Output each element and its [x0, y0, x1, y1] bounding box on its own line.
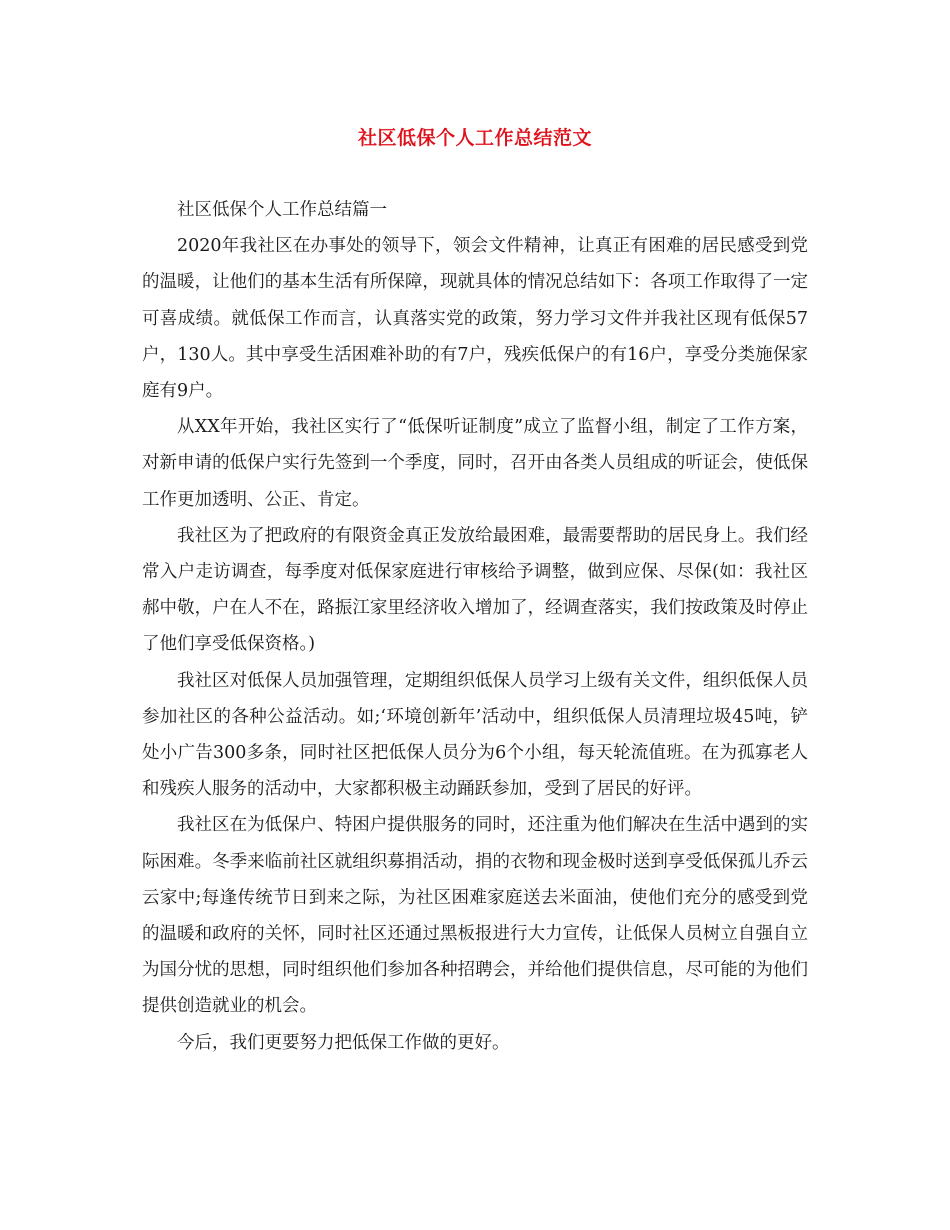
paragraph: 2020年我社区在办事处的领导下，领会文件精神，让真正有困难的居民感受到党的温暖，让他们的基本生活有所保障，现就具体的情况总结如下：各项工作取得了一定可喜成绩。就低保工作而言，认真落实党的政策，努力学习文件并我社区现有低保57户，130人。其中享受生活困难补助的有7户，残疾低保户的有16户，享受分类施保家庭有9户。 [142, 236, 808, 402]
paragraph: 我社区在为低保户、特困户提供服务的同时，还注重为他们解决在生活中遇到的实际困难。冬季来临前社区就组织募捐活动，捐的衣物和现金极时送到享受低保孤儿乔云云家中;每逢传统节日到来之际，为社区困难家庭送去米面油，使他们充分的感受到党的温暖和政府的关怀，同时社区还通过黑板报进行大力宣传，让低保人员树立自强自立为国分忧的思想，同时组织他们参加各种招聘会，并给他们提供信息，尽可能的为他们提供创造就业的机会。 [142, 815, 808, 1017]
paragraph: 今后，我们更要努力把低保工作做的更好。 [177, 1032, 510, 1053]
document-title: 社区低保个人工作总结范文 [357, 127, 592, 149]
document-body [142, 192, 808, 1061]
section-heading: 社区低保个人工作总结篇一 [177, 200, 387, 220]
paragraph: 从XX年开始，我社区实行了“低保听证制度”成立了监督小组，制定了工作方案，对新申请的低保户实行先签到一个季度，同时，召开由各类人员组成的听证会，使低保工作更加透明、公正、肯定。 [142, 417, 808, 510]
paragraph: 我社区对低保人员加强管理，定期组织低保人员学习上级有关文件，组织低保人员参加社区的各种公益活动。如;‘环境创新年’活动中，组织低保人员清理垃圾45吨，铲处小广告300多条，同时社区把低保人员分为6个小组，每天轮流值班。在为孤寡老人和残疾人服务的活动中，大家都积极主动踊跃参加，受到了居民的好评。 [142, 670, 808, 800]
paragraph: 我社区为了把政府的有限资金真正发放给最困难，最需要帮助的居民身上。我们经常入户走访调查，每季度对低保家庭进行审核给予调整，做到应保、尽保(如：我社区郝中敬，户在人不在，路振江家里经济收入增加了，经调查落实，我们按政策及时停止了他们享受低保资格。) [142, 525, 808, 655]
